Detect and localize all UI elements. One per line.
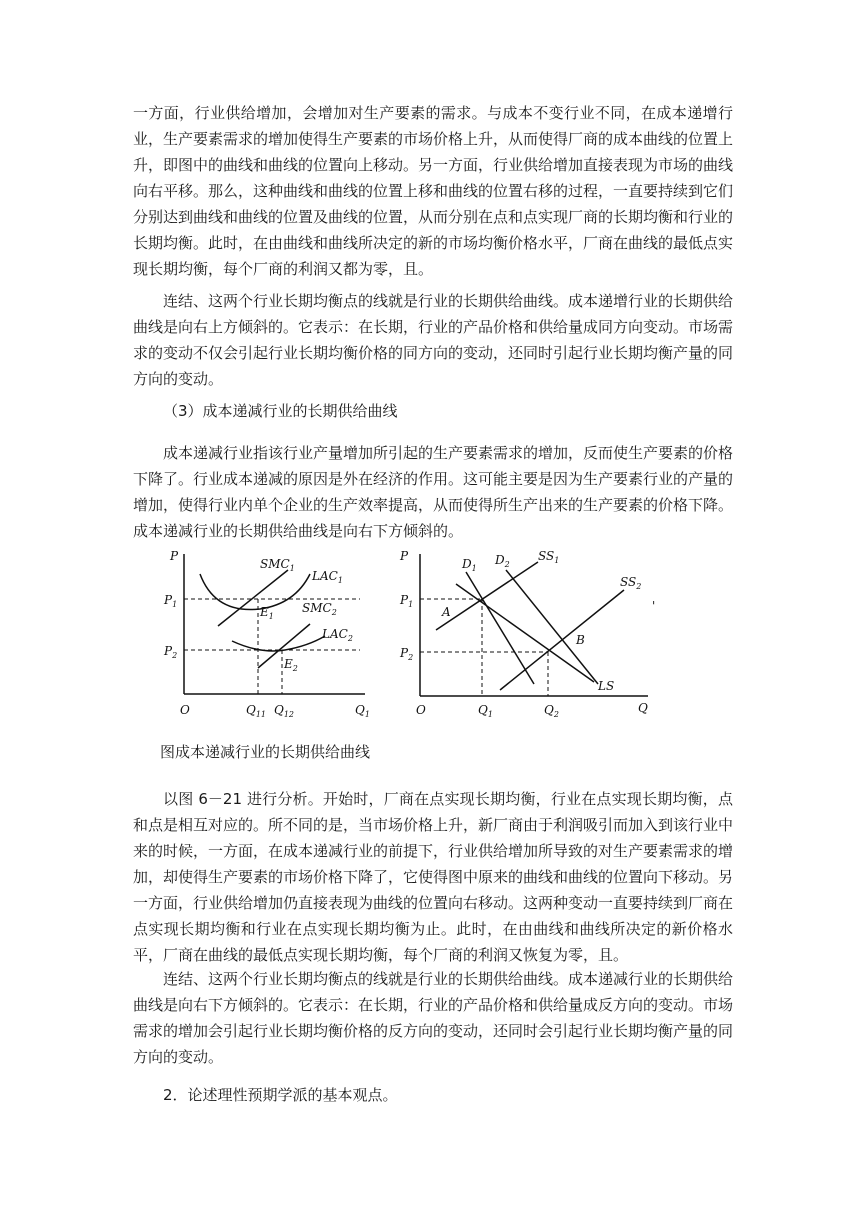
q11-label: $Q_{11}$ bbox=[246, 703, 267, 719]
smc1-label: $SMC_1$ bbox=[260, 557, 295, 573]
d2-label: $D_2$ bbox=[495, 553, 510, 569]
ls-label: LS bbox=[598, 679, 615, 693]
figure-industry-supply-demand bbox=[398, 544, 660, 724]
lac2-label: $LAC_2$ bbox=[322, 627, 353, 643]
paragraph-increasing-cost-continued: 一方面，行业供给增加，会增加对生产要素的需求。与成本不变行业不同，在成本递增行业，生产要素需求的增加使得生产要素的市场价格上升，从而使得厂商的成本曲线的位置上升，即图中的曲线和曲线的位置向上移动。另一方面，行业供给增加直接表现为市场的曲线向右平移。那么，这种曲线和曲线的位置上移和曲线的位置右移的过程，一直要持续到它们分别达到曲线和曲线的位置及曲线的位置，从而分别在点和点实现厂商的长期均衡和行业的长期均衡。此时，在由曲线和曲线所决定的新的市场均衡价格水平，厂商在曲线的最低点实现长期均衡，每个厂商的利润又都为零，且。 bbox=[133, 104, 734, 278]
d2-curve bbox=[506, 570, 598, 684]
smc2-label: $SMC_2$ bbox=[302, 601, 337, 617]
right-p2-label: $P_2$ bbox=[400, 646, 414, 662]
right-q2-label: $Q_2$ bbox=[544, 703, 559, 719]
e2-label: $E_2$ bbox=[284, 657, 298, 673]
paragraph-decreasing-cost-analysis: 以图 6－21 进行分析。开始时，厂商在点实现长期均衡，行业在点实现长期均衡，点和点是相互对应的。所不同的是，当市场价格上升，新厂商由于利润吸引而加入到该行业中来的时候，一方面，在成本递减行业的前提下，行业供给增加所导致的对生产要素需求的增加，却使得生产要素的市场价格下降了，它使得图中原来的曲线和曲线的位置向下移动。另一方面，行业供给增加仍直接表现为曲线的位置向右移动。这两种变动一直要持续到厂商在点实现长期均衡和行业在点实现长期均衡为止。此时，在由曲线和曲线所决定的新价格水平，厂商在曲线的最低点实现长期均衡，每个厂商的利润又恢复为零，且。 bbox=[133, 790, 734, 964]
right-q1-label: $Q_1$ bbox=[478, 703, 493, 719]
paragraph-increasing-cost-summary: 连结、这两个行业长期均衡点的线就是行业的长期供给曲线。成本递增行业的长期供给曲线是向右上方倾斜的。它表示：在长期，行业的产品价格和供给量成同方向变动。市场需求的变动不仅会引起行业长期均衡价格的同方向的变动，还同时引起行业长期均衡产量的同方向的变动。 bbox=[133, 292, 734, 388]
subheading-decreasing-cost: （3）成本递减行业的长期供给曲线 bbox=[163, 402, 398, 420]
ss1-label: $SS_1$ bbox=[538, 549, 560, 565]
right-origin-label: O bbox=[416, 703, 426, 717]
paragraph-decreasing-cost-intro: 成本递减行业指该行业产量增加所引起的生产要素需求的增加，反而使生产要素的价格下降了。行业成本递减的原因是外在经济的作用。这可能主要是因为生产要素行业的产量的增加，使得行业内单个企业的生产效率提高，从而使得所生产出来的生产要素的价格下降。成本递减行业的长期供给曲线是向右下方倾斜的。 bbox=[133, 444, 734, 540]
point-a-label: A bbox=[442, 605, 451, 619]
left-axis-q-label: $Q_1$ bbox=[355, 703, 370, 719]
q12-label: $Q_{12}$ bbox=[274, 703, 295, 719]
paragraph-decreasing-cost-summary: 连结、这两个行业长期均衡点的线就是行业的长期供给曲线。成本递减行业的长期供给曲线是向右下方倾斜的。它表示：在长期，行业的产品价格和供给量成反方向的变动。市场需求的增加会引起行业长期均衡价格的反方向的变动，还同时会引起行业长期均衡产量的同方向的变动。 bbox=[133, 970, 734, 1066]
lac1-curve bbox=[200, 574, 310, 610]
right-axis-q-label: Q bbox=[638, 701, 648, 715]
ss2-label: $SS_2$ bbox=[620, 575, 642, 591]
ss1-curve bbox=[436, 562, 538, 630]
left-p1-label: $P_1$ bbox=[164, 593, 178, 609]
smc1-curve bbox=[218, 570, 288, 626]
left-axis-p-label: P bbox=[170, 549, 179, 563]
lac1-label: $LAC_1$ bbox=[312, 569, 343, 585]
figure-caption: 图成本递减行业的长期供给曲线 bbox=[160, 743, 371, 761]
right-axis-p-label: P bbox=[400, 549, 409, 563]
d1-curve bbox=[466, 572, 534, 684]
lac2-curve bbox=[232, 636, 325, 651]
right-p1-label: $P_1$ bbox=[400, 593, 414, 609]
left-p2-label: $P_2$ bbox=[164, 644, 178, 660]
d1-label: $D_1$ bbox=[462, 557, 477, 573]
figure-firm-cost-curves bbox=[160, 544, 390, 724]
point-b-label: B bbox=[576, 633, 585, 647]
question-heading: 2．论述理性预期学派的基本观点。 bbox=[163, 1086, 398, 1104]
left-origin-label: O bbox=[180, 703, 190, 717]
ss2-curve bbox=[500, 590, 624, 690]
stray-mark: ' bbox=[652, 599, 656, 613]
e1-label: $E_1$ bbox=[260, 605, 274, 621]
